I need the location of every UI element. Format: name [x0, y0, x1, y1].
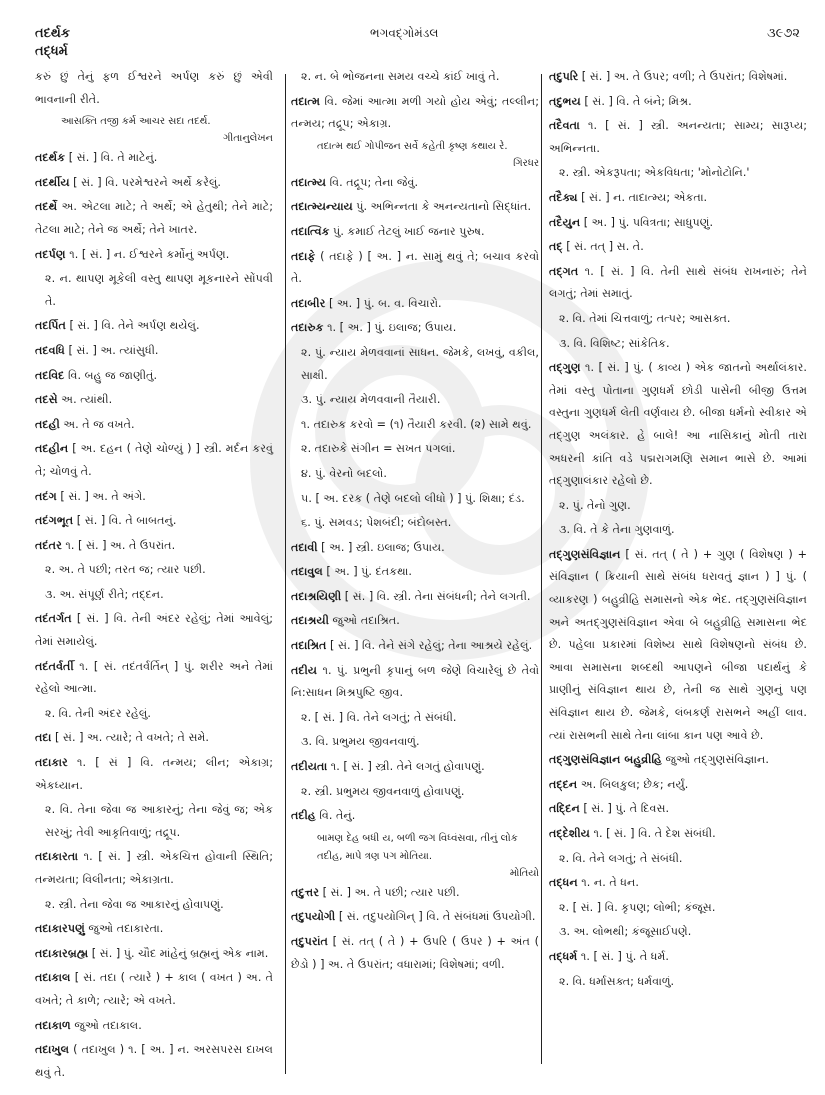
column-1	[35, 66, 273, 1086]
sense-definition: ૨. વિ. તેમાં ચિત્તવાળું; તત્પર; આસક્ત.	[559, 311, 731, 325]
dictionary-entry	[291, 660, 539, 705]
definition: ( તદાફે ) [ અ. ] ન. સામું થવું તે; બચાવ કરવો તે.	[291, 249, 539, 286]
column-divider	[285, 74, 286, 1074]
dictionary-entry	[35, 752, 273, 797]
dictionary-entry	[291, 172, 539, 195]
definition: પું. અભિન્નતા કે અનન્યતાનો સિદ્ધાંત.	[352, 200, 532, 214]
definition: [ સં. ] અ. તે ઉપર; વળી; તે ઉપરાંત; વિશેષમાં.	[578, 70, 788, 83]
headword: તદીયતા	[291, 760, 328, 774]
definition: [ અ. ] પું. બ. વ. વિચારો.	[325, 296, 442, 310]
headword: તદાશ્રયી	[291, 614, 329, 628]
definition: ૧. [ સં. ] સ્ત્રી. તેને લગતું હોવાપણું.	[327, 760, 485, 774]
definition: ૧. [ સં. ] વિ. તેની સાથે સંબંધ રાખનારું; તેને લગતું; તેમાં સમાતું.	[549, 264, 807, 301]
headword: તદુત્તર	[291, 885, 320, 899]
definition: [ સં. ] અ. તે અંગે.	[56, 489, 146, 503]
headword: તદાશ્રયિણી	[291, 589, 342, 603]
definition: [ સં. તદુપયોગિન્ ] વિ. તે સંબંધમાં ઉપયોગી.	[335, 910, 536, 924]
definition: [ સં. ] વિ. તે માટેનું.	[65, 151, 158, 165]
page-header	[0, 0, 825, 59]
dictionary-entry	[291, 756, 539, 779]
definition: [ સં. તત્ ( તે ) + ઉપરિ ( ઉપર ) + અંત ( છેડો ) ] અ. તે ઉપરાંત; વધારામાં; વિશેષમાં; વળી.	[291, 935, 539, 971]
headword: તદર્પિત	[35, 319, 66, 333]
dictionary-entry	[291, 610, 539, 633]
headword: તદંતર્વર્તી	[35, 659, 74, 673]
column-2	[291, 66, 539, 978]
dictionary-entry	[549, 872, 807, 895]
dictionary-entry	[291, 221, 539, 244]
headword: તદુભય	[549, 94, 581, 108]
definition: [ સં. ] વિ. તેને અર્પણ થયેલું.	[65, 319, 200, 333]
definition: ૧. [ સં. ] સ્ત્રી. એકચિત્ત હોવાની સ્થિતિ; તન્મયતા; વિલીનતા; એકાગ્રતા.	[35, 850, 273, 886]
definition: વિ. તદ્રૂપ; તેના જેવું.	[326, 175, 419, 189]
definition: [ સં. ] પું. તે દિવસ.	[579, 802, 670, 816]
definition: ૧. [ અ. ] પું. ઇલાજ; ઉપાય.	[323, 321, 457, 335]
definition: [ સં. ] વિ. તેને સંગે રહેલું; તેના આશ્રયે રહેલું.	[326, 639, 533, 653]
sense-definition: ૨. સ્ત્રી. પ્રભુમય જીવનવાળું હોવાપણું.	[301, 784, 465, 798]
headword: તદાફે	[291, 249, 316, 263]
definition: [ અ. ] પું. દંતકથા.	[322, 565, 412, 579]
headword: તદૈક્ય	[549, 190, 578, 204]
headword: તદહી	[35, 417, 60, 431]
definition: જુઓ તદાકારતા.	[84, 922, 164, 936]
citation-source: મોતિયો	[509, 867, 539, 879]
definition: ૧. ન. તે ધન.	[577, 876, 639, 890]
sense-definition: ૩. અ. લોભથી; કંજૂસાઈપણે.	[559, 925, 692, 939]
dictionary-entry	[291, 293, 539, 316]
headword: તદાત્મ	[291, 94, 320, 108]
sense-definition: ૧. તદારુક કરવો = (૧) તૈયારી કરવી. (૨) સામે થવું.	[301, 417, 532, 431]
definition: [ સં. ] વિ. પરમેશ્વરને અર્થે કરેલું.	[69, 175, 221, 189]
dictionary-entry	[291, 91, 539, 136]
dictionary-entry	[549, 823, 807, 846]
sense-definition: ૨. પું. ન્યાય મેળવવાનાં સાધન. જેમકે, લખવું, વકીલ, સાક્ષી.	[301, 345, 539, 382]
sense-definition: ૬. પું. સમવડ; પેશબંદી; બંદોબસ્ત.	[301, 516, 452, 530]
dictionary-entry	[549, 544, 807, 747]
headword: તદાવુલ	[291, 565, 323, 579]
dictionary-entry	[549, 261, 807, 306]
headword: તદાખુલ	[35, 1043, 70, 1057]
headword: તદુપયોગી	[291, 910, 336, 924]
sense-definition: ૨. તદારુકે સંગીન = સખત પગલાં.	[301, 442, 456, 456]
headword: તદાબીર	[291, 296, 326, 310]
definition: વિ. જેમાં આત્મા મળી ગયો હોય એવું; તલ્લીન; તન્મય; તદ્રૂપ; એકાગ્ર.	[291, 94, 539, 131]
sense-definition: ૨. ન. થાપણ મૂકેલી વસ્તુ થાપણ મૂકનારને સોંપવી તે.	[45, 272, 273, 308]
sense-definition: ૨. સ્ત્રી. એકરૂપતા; એકવિધતા; 'મોનોટોનિ.'	[559, 166, 750, 180]
sense-definition: ૨. ન. બે ભોજનના સમય વચ્ચે કાંઈ ખાવું તે.	[301, 70, 500, 83]
definition: વિ. બહુ જ જાણીતું.	[64, 368, 157, 382]
definition: અ. બિલકુલ; છેક; નર્યું.	[577, 777, 689, 791]
dictionary-entry	[291, 246, 539, 291]
column-3	[549, 66, 807, 995]
citation-source: ગિરધર	[513, 157, 539, 169]
column-divider	[541, 74, 542, 1064]
definition: [ સં. તત્ ( તે ) + ગુણ ( વિશેષણ ) + સંવિજ્ઞાન ( ક્રિયાની સાથે સંબંધ ધરાવતું જ્ઞાન ) ] પું. ( વ્યાકરણ ) બહુવ્રીહિ સમાસનો એક ભેદ. તદ્ગુણસંવિજ્ઞાન અને અતદ્ગુણસંવિજ્ઞાન એવા બે બહુવ્રીહિ સમાસના ભેદ છે. પહેલા પ્રકારમાં વિશેષ્ય સાથે વિશેષણનો સંબંધ છે. આવા સમાસના શબ્દથી આપણને બીજા પદાર્થનું કે પ્રાણીનું સંવિજ્ઞાન થાય છે, તેની જ સાથે ગુણનું પણ સંવિજ્ઞાન થાય છે. જેમકે, લંબકર્ણ રાસભને અહીં લાવ. ત્યાં રાસભની સાથે તેના લાંબા કાન પણ આવે છે.	[549, 547, 807, 742]
dictionary-entry	[549, 357, 807, 493]
dictionary-entry	[35, 535, 273, 558]
dictionary-entry	[549, 774, 807, 797]
definition: અ. એટલા માટે; તે અર્થે; એ હેતુથી; તેને માટે; તેટલા માટે; તેને જ અર્થે; તેને ખાતર.	[35, 200, 273, 236]
citation-source: ગીતાનુલેખન	[223, 133, 273, 145]
headword: તદાત્મ્યન્યાય	[291, 200, 353, 214]
headword: તદંગ	[35, 489, 57, 503]
headword: તદર્થીય	[35, 175, 70, 189]
headword: તદ્ગુણસંવિજ્ઞાન	[549, 547, 621, 561]
dictionary-entry	[35, 414, 273, 437]
headword: તદ્દિન	[549, 802, 580, 816]
definition: [ સં. તત્ ] સ. તે.	[562, 240, 644, 254]
headword: તદાત્વિક	[291, 224, 330, 238]
definition: [ સં. ] ન. તાદાત્મ્ય; એકતા.	[577, 190, 708, 204]
dictionary-entry	[35, 315, 273, 338]
headword: તદૈયુન	[549, 215, 581, 229]
headword: તદીય	[291, 663, 318, 677]
sense-definition: ૩. પું. ન્યાય મેળવવાની તૈયારી.	[301, 393, 441, 407]
definition: [ અ. ] પું. પવિત્રતા; સાધુપણું.	[580, 215, 714, 229]
headword: તદુપરાંત	[291, 935, 328, 948]
headword: તદર્પણ	[35, 247, 66, 261]
dictionary-entry	[549, 749, 807, 772]
headword: તદ્દન	[549, 777, 578, 791]
definition: [ સં. ] અ. તે પછી; ત્યાર પછી.	[319, 885, 460, 899]
sense-definition: ૪. પું. વેરનો બદલો.	[301, 466, 387, 480]
definition: વિ. તેનું.	[315, 809, 356, 823]
headword: તદ્દેશીય	[549, 827, 590, 840]
headword: તદર્થે	[35, 200, 58, 214]
dictionary-entry	[35, 510, 273, 533]
headword: તદારુક	[291, 321, 324, 335]
dictionary-entry	[291, 196, 539, 219]
dictionary-entry	[549, 946, 807, 969]
sense-definition: ૨. સ્ત્રી. તેના જેવા જ આકારનું હોવાપણું.	[45, 897, 224, 911]
dictionary-entry	[291, 561, 539, 584]
dictionary-entry	[291, 906, 539, 929]
sense-definition: ૨. [ સં. ] વિ. તેને લગતું; તે સંબંધી.	[301, 710, 457, 724]
dictionary-entry	[35, 608, 273, 653]
headword: તદંતર	[35, 538, 62, 552]
headword: તદાકાર	[35, 756, 68, 770]
dictionary-entry	[291, 635, 539, 658]
dictionary-entry	[35, 727, 273, 750]
headword: તદીહ	[291, 809, 316, 823]
sense-definition: ૩. અ. સંપૂર્ણ રીતે; તદ્દન.	[45, 587, 164, 601]
guide-word-second: તદ્ધર્મ	[35, 44, 68, 59]
headword: તદા	[35, 731, 52, 745]
citation-quote: બામણ દેહ બધી ય, બળી જગ વિધ્વંસવા, તીનું લોક તદીહ, માપે ત્રણ પગ મોતિયા.	[317, 832, 518, 862]
dictionary-entry	[35, 365, 273, 388]
headword: તદાવી	[291, 540, 318, 554]
definition: [ સં. ] વિ. તેની અંદર રહેલું; તેમાં આવેલું; તેમાં સમાયેલું.	[35, 612, 273, 649]
dictionary-entry	[549, 798, 807, 821]
headword: તદસે	[35, 393, 58, 407]
citation-quote: આસક્તિ તજી કર્મ આચર સદા તદર્થ.	[61, 116, 211, 128]
definition: અ. ત્યાંથી.	[57, 393, 113, 407]
definition: ૧. [ સં. તદંતર્વર્તિન્ ] પું. શરીર અને તેમાં રહેલો આત્મા.	[35, 659, 273, 696]
dictionary-entry	[291, 317, 539, 340]
definition: ૧. [ સં. ] પું. ( કાવ્ય ) એક જાતનો અર્થાલંકાર. તેમાં વસ્તુ પોતાના ગુણધર્મ છોડી પાસેની બીજી ઉત્તમ વસ્તુના ગુણધર્મ લેતી વર્ણવાય છે. બીજા ધર્મનો સ્વીકાર એ તદ્ગુણ અલંકાર. હે બાલે! આ નાસિકાનું મોતી તારા અધરની કાંતિ વડે પદ્મરાગમણિ સમાન ભાસે છે. આમાં તદ્ગુણાલંકાર રહેલો છે.	[549, 361, 807, 488]
headword: તદાકાલ	[35, 971, 71, 985]
dictionary-entry	[35, 918, 273, 941]
sense-definition: કરું છું તેનું ફળ ઈશ્વરને અર્પણ કરું છું એવી ભાવનાની રીતે.	[35, 70, 273, 106]
dictionary-entry	[291, 537, 539, 560]
guide-word-first: તદર્થક	[35, 26, 71, 41]
definition: ૧. [ સં ] વિ. તન્મય; લીન; એકાગ્ર; એકધ્યાન.	[35, 756, 273, 792]
dictionary-entry	[35, 1015, 273, 1038]
definition: [ સં. ] વિ. તે બાબતનું.	[73, 514, 177, 528]
definition: ૧. પું. પ્રભુની કૃપાનું બળ જેણે વિચારેલું છે તેવો નિ:સાધન મિશ્રપુષ્ટિ જીવ.	[291, 663, 539, 700]
headword: તદુપરિ	[549, 70, 579, 83]
headword: તદ્ગત	[549, 264, 579, 278]
headword: તદર્થક	[35, 151, 66, 165]
dictionary-entry	[549, 236, 807, 259]
dictionary-title: ભગવદ્ગોમંડલ	[370, 26, 439, 40]
sense-definition: ૨. વિ. ધર્માસક્ત; ધર્મવાળું.	[559, 974, 675, 988]
definition: [ સં. ] વિ. તે બંને; મિશ્ર.	[580, 94, 692, 108]
definition: [ અ. ] સ્ત્રી. ઇલાજ; ઉપાય.	[317, 540, 445, 554]
page-number: ૩૯૭૨	[766, 26, 800, 41]
definition: ૧. [ સં. ] વિ. તે દેશ સંબંધી.	[589, 827, 716, 840]
headword: તદૈવતા	[549, 119, 580, 133]
definition: ૧. [ સં. ] પું. તે ધર્મ.	[577, 949, 669, 963]
headword: તદાત્મ્ય	[291, 175, 327, 189]
headword: તદાકારબ્રહ્મ	[35, 946, 89, 960]
dictionary-entry	[549, 187, 807, 210]
dictionary-entry	[35, 846, 273, 891]
sense-definition: ૨. વિ. તેની અંદર રહેલું.	[45, 706, 151, 720]
definition: ૧. [ સં. ] અ. તે ઉપરાંત.	[61, 538, 176, 552]
sense-definition: ૨. વિ. તેના જેવા જ આકારનું; તેના જેવું જ; એક સરખું; તેવી આકૃતિવાળું; તદ્રૂપ.	[45, 803, 273, 839]
dictionary-entry	[549, 115, 807, 160]
headword: તદ્ધર્મ	[549, 949, 578, 963]
sense-definition: ૨. વિ. તેને લગતું; તે સંબંધી.	[559, 851, 683, 865]
definition: [ સં. ] પું. ચૌદ માંહેનું બ્રહ્મનું એક નામ.	[88, 946, 269, 960]
definition: ૧. [ સં. ] સ્ત્રી. અનન્યતા; સામ્ય; સારૂપ્ય; અભિન્નતા.	[549, 119, 807, 155]
dictionary-entry	[291, 931, 539, 976]
headword: તદંતર્ગત	[35, 612, 72, 626]
headword: તદ્	[549, 240, 563, 254]
headword: તદ્ધન	[549, 876, 578, 890]
headword: તદાકાળ	[35, 1018, 71, 1032]
definition: ૧. [ સં. ] ન. ઈશ્વરને કર્મોનું અર્પણ.	[65, 247, 230, 261]
sense-definition: ૩. વિ. પ્રભુમય જીવનવાળું.	[301, 735, 420, 749]
dictionary-entry	[35, 438, 273, 483]
dictionary-entry	[35, 340, 273, 363]
dictionary-entry	[291, 882, 539, 905]
headword: તદવધિ	[35, 343, 65, 357]
dictionary-entry	[291, 805, 539, 828]
headword: તદંગભૂત	[35, 514, 74, 528]
dictionary-entry	[35, 656, 273, 701]
definition: જુઓ તદાકાલ.	[70, 1018, 142, 1032]
sense-definition: ૩. વિ. વિશિષ્ટ; સાંકેતિક.	[559, 336, 670, 350]
dictionary-entry	[35, 389, 273, 412]
headword: તદાકારતા	[35, 850, 78, 864]
dictionary-entry	[291, 586, 539, 609]
citation-quote: તદાત્મ થઈ ગોપીજન સર્વે કહેતી કૃષ્ણ કથાય રે.	[317, 140, 508, 152]
definition: ( તદાખુલ ) ૧. [ અ. ] ન. અરસપરસ દાખલ થવું તે.	[35, 1043, 273, 1079]
dictionary-entry	[549, 212, 807, 235]
definition: જુઓ તદાશ્રિત.	[328, 614, 400, 628]
headword: તદાકારપણું	[35, 922, 85, 936]
sense-definition: ૨. [ સં. ] વિ. કૃપણ; લોભી; કંજૂસ.	[559, 900, 716, 914]
definition: [ સં. ] અ. ત્યાંસુધી.	[64, 343, 159, 357]
dictionary-entry	[35, 1039, 273, 1084]
sense-definition: ૨. અ. તે પછી; તરત જ; ત્યાર પછી.	[45, 563, 206, 577]
sense-definition: ૨. પું. તેનો ગુણ.	[559, 498, 631, 512]
dictionary-entry	[35, 244, 273, 267]
dictionary-entry	[549, 91, 807, 114]
dictionary-entry	[35, 196, 273, 241]
headword: તદાશ્રિત	[291, 639, 327, 653]
definition: [ સં. ] વિ. સ્ત્રી. તેના સંબંધની; તેને લગતી.	[341, 589, 531, 603]
definition: [ અ. દહન ( તેણે ચોળ્યું ) ] સ્ત્રી. મર્દન કરવું તે; ચોળવું તે.	[35, 442, 273, 478]
dictionary-entry	[35, 967, 273, 1012]
dictionary-entry	[35, 172, 273, 195]
definition: અ. તે જ વખતે.	[59, 417, 135, 431]
definition: [ સં. તદા ( ત્યારે ) + કાલ ( વખત ) અ. તે વખતે; તે કાળે; ત્યારે; એ વખતે.	[35, 971, 273, 1007]
definition: પું. કમાઈ તેટલું ખાઈ જનાર પુરુષ.	[329, 224, 485, 238]
definition: [ સં. ] અ. ત્યારે; તે વખતે; તે સમે.	[51, 731, 209, 745]
dictionary-entry	[549, 66, 807, 89]
dictionary-entry	[35, 486, 273, 509]
sense-definition: ૫. [ અ. દરક ( તેણે બદલો લીધો ) ] પું. શિક્ષા; દંડ.	[301, 491, 525, 505]
dictionary-entry	[35, 943, 273, 966]
headword: તદહીન	[35, 442, 69, 456]
dictionary-entry	[35, 147, 273, 170]
headword: તદ્ગુણસંવિજ્ઞાન બહુવ્રીહિ	[549, 753, 662, 767]
headword: તદ્ગુણ	[549, 361, 581, 375]
sense-definition: ૩. વિ. તે કે તેના ગુણવાળું.	[559, 523, 675, 537]
headword: તદવિદ	[35, 368, 65, 382]
definition: જુઓ તદ્ગુણસંવિજ્ઞાન.	[661, 753, 769, 767]
